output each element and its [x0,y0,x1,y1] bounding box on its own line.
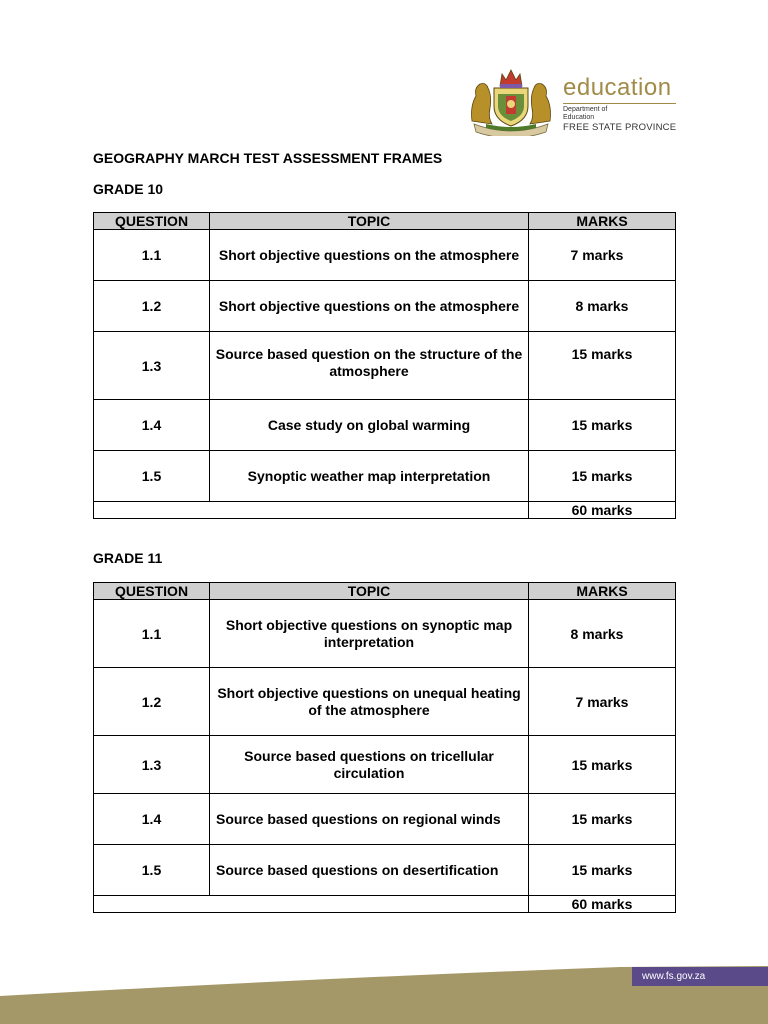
marks-cell: 8 marks [529,600,676,668]
logo-wordmark: education [563,74,672,101]
topic-cell: Case study on global warming [210,400,529,451]
topic-cell: Source based questions on regional winds [210,794,529,845]
table-row [94,332,676,400]
logo-sub-line2: Education [563,114,595,121]
total-row [94,502,676,519]
marks-cell: 7 marks [529,230,676,281]
table-header-row [94,213,676,230]
table-row [94,400,676,451]
logo-sub-line1: Department of [563,106,608,113]
topic-column-header: TOPIC [210,213,529,230]
table-row [94,600,676,668]
topic-cell: Source based question on the structure of the atmosphere [210,332,529,400]
footer-swoosh [0,950,768,1024]
logo-divider [563,103,676,104]
total-marks: 60 marks [529,896,676,913]
question-number: 1.5 [94,451,210,502]
topic-column-header: TOPIC [210,583,529,600]
total-label-cell [94,502,529,519]
table-header-row [94,583,676,600]
table-row [94,451,676,502]
grade10-heading: GRADE 10 [93,181,164,197]
question-number: 1.1 [94,600,210,668]
marks-cell: 8 marks [529,281,676,332]
table-row [94,668,676,736]
marks-column-header: MARKS [529,213,676,230]
question-number: 1.2 [94,668,210,736]
grade11-heading: GRADE 11 [93,550,163,566]
question-number: 1.4 [94,794,210,845]
marks-cell: 15 marks [529,794,676,845]
topic-cell: Source based questions on desertification [210,845,529,896]
question-number: 1.4 [94,400,210,451]
department-logo [466,66,678,136]
marks-cell: 15 marks [529,400,676,451]
topic-cell: Short objective questions on synoptic map interpretation [210,600,529,668]
topic-cell: Short objective questions on the atmosphere [210,230,529,281]
marks-cell: 15 marks [529,736,676,794]
topic-cell: Short objective questions on the atmosphere [210,281,529,332]
marks-column-header: MARKS [529,583,676,600]
logo-province: FREE STATE PROVINCE [563,122,677,133]
question-number: 1.5 [94,845,210,896]
table-row [94,736,676,794]
logo-department-text [563,106,607,122]
total-marks: 60 marks [529,502,676,519]
total-row [94,896,676,913]
document-title: GEOGRAPHY MARCH TEST ASSESSMENT FRAMES [93,150,443,166]
table-row [94,845,676,896]
question-number: 1.1 [94,230,210,281]
question-column-header: QUESTION [94,213,210,230]
total-label-cell [94,896,529,913]
question-number: 1.2 [94,281,210,332]
coat-of-arms-icon [466,66,556,136]
table-row [94,794,676,845]
topic-cell: Short objective questions on unequal heating of the atmosphere [210,668,529,736]
question-number: 1.3 [94,332,210,400]
marks-cell: 15 marks [529,332,676,400]
table-row [94,230,676,281]
marks-cell: 15 marks [529,845,676,896]
table-row [94,281,676,332]
question-number: 1.3 [94,736,210,794]
question-column-header: QUESTION [94,583,210,600]
marks-cell: 15 marks [529,451,676,502]
marks-cell: 7 marks [529,668,676,736]
grade10-table [93,212,676,519]
topic-cell: Source based questions on tricellular circulation [210,736,529,794]
footer-website-link[interactable]: www.fs.gov.za [632,967,768,986]
grade11-table [93,582,676,913]
topic-cell: Synoptic weather map interpretation [210,451,529,502]
